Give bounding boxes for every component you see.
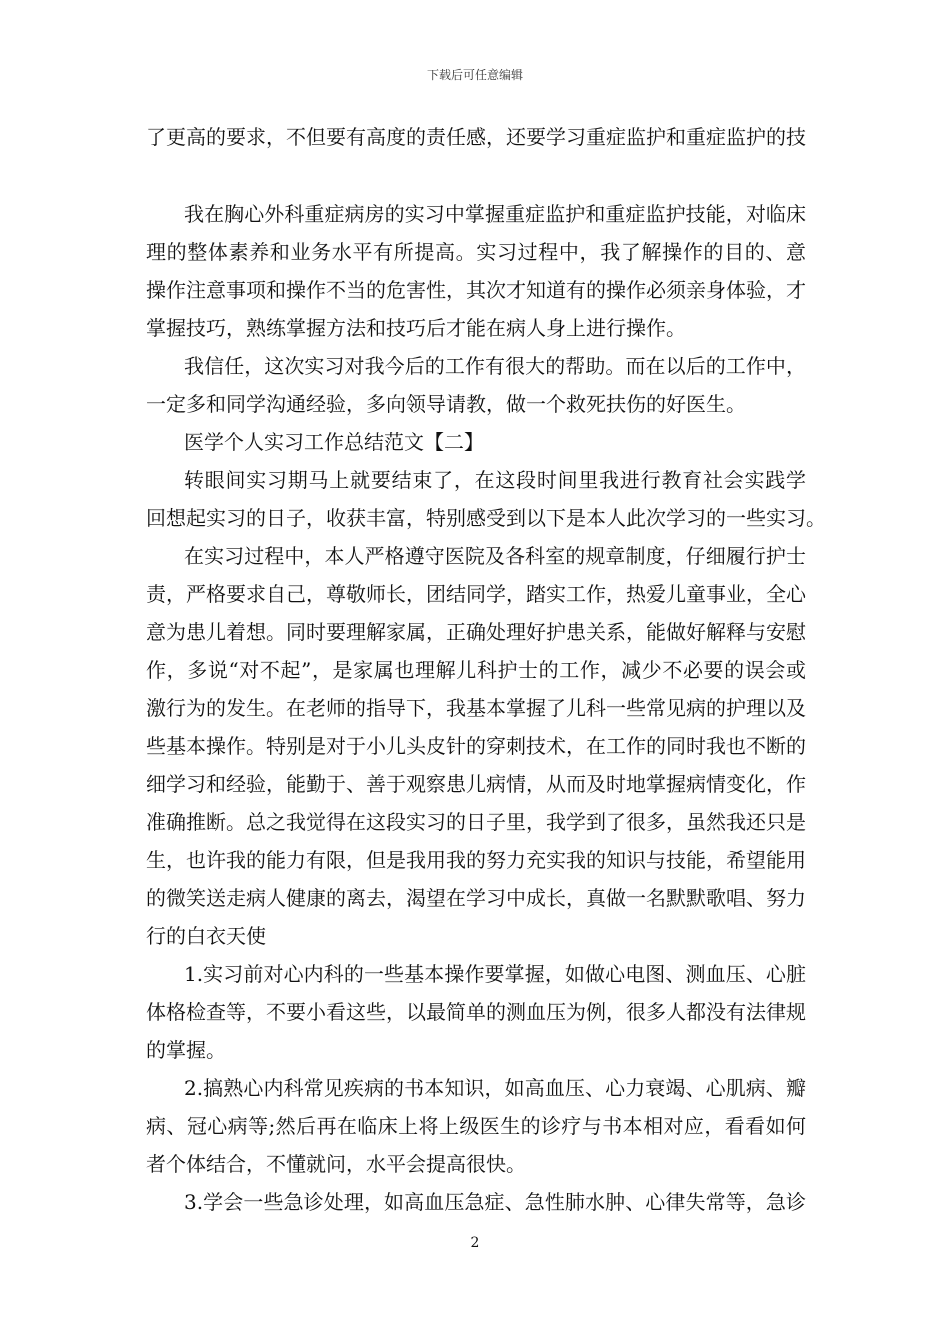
- page-number: 2: [470, 1235, 480, 1251]
- text-line: 病、冠心病等;然后再在临床上将上级医生的诊疗与书本相对应，看看如何: [146, 1114, 806, 1138]
- text-line: 了更高的要求，不但要有高度的责任感，还要学习重症监护和重症监护的技: [146, 125, 806, 149]
- list-item-1: 1.实习前对心内科的一些基本操作要掌握，如做心电图、测血压、心脏: [184, 962, 806, 986]
- text-line: 意为患儿着想。同时要理解家属，正确处理好护患关系，能做好解释与安慰: [146, 620, 806, 644]
- text-line: 准确推断。总之我觉得在这段实习的日子里，我学到了很多，虽然我还只是: [146, 810, 806, 834]
- list-item-3: 3.学会一些急诊处理，如高血压急症、急性肺水肿、心律失常等，急诊: [184, 1190, 806, 1214]
- text-line: 些基本操作。特别是对于小儿头皮针的穿刺技术，在工作的同时我也不断的: [146, 734, 806, 758]
- text-line: 体格检查等，不要小看这些，以最简单的测血压为例，很多人都没有法律规: [146, 1000, 806, 1024]
- text-line: 激行为的发生。在老师的指导下，我基本掌握了儿科一些常见病的护理以及: [146, 696, 806, 720]
- text-line: 细学习和经验，能勤于、善于观察患儿病情，从而及时地掌握病情变化，作: [146, 772, 806, 796]
- text-line: 转眼间实习期马上就要结束了，在这段时间里我进行教育社会实践学: [184, 468, 806, 492]
- text-line: 责，严格要求自己，尊敬师长，团结同学，踏实工作，热爱儿童事业，全心: [146, 582, 806, 606]
- text-line: 理的整体素养和业务水平有所提高。实习过程中，我了解操作的目的、意: [146, 240, 806, 264]
- text-line: 一定多和同学沟通经验，多向领导请教，做一个救死扶伤的好医生。: [146, 392, 746, 416]
- section-heading: 医学个人实习工作总结范文【二】: [184, 430, 484, 454]
- text-line: 回想起实习的日子，收获丰富，特别感受到以下是本人此次学习的一些实习。: [146, 506, 826, 530]
- text-line: 的微笑送走病人健康的离去，渴望在学习中成长，真做一名默默歌唱、努力: [146, 886, 806, 910]
- text-line: 生，也许我的能力有限，但是我用我的努力充实我的知识与技能，希望能用: [146, 848, 806, 872]
- text-line: 我在胸心外科重症病房的实习中掌握重症监护和重症监护技能，对临床: [184, 202, 806, 226]
- text-line: 作，多说“对不起”，是家属也理解儿科护士的工作，减少不必要的误会或: [146, 658, 806, 682]
- text-line: 的掌握。: [146, 1038, 226, 1062]
- text-line: 掌握技巧，熟练掌握方法和技巧后才能在病人身上进行操作。: [146, 316, 686, 340]
- list-item-2: 2.搞熟心内科常见疾病的书本知识，如高血压、心力衰竭、心肌病、瓣: [184, 1076, 806, 1100]
- text-line: 者个体结合，不懂就问，水平会提高很快。: [146, 1152, 526, 1176]
- text-line: 操作注意事项和操作不当的危害性，其次才知道有的操作必须亲身体验，才: [146, 278, 806, 302]
- text-line: 行的白衣天使: [146, 924, 266, 948]
- text-line: 我信任，这次实习对我今后的工作有很大的帮助。而在以后的工作中，: [184, 354, 806, 378]
- page-header: 下载后可任意编辑: [426, 68, 523, 82]
- text-line: 在实习过程中，本人严格遵守医院及各科室的规章制度，仔细履行护士: [184, 544, 806, 568]
